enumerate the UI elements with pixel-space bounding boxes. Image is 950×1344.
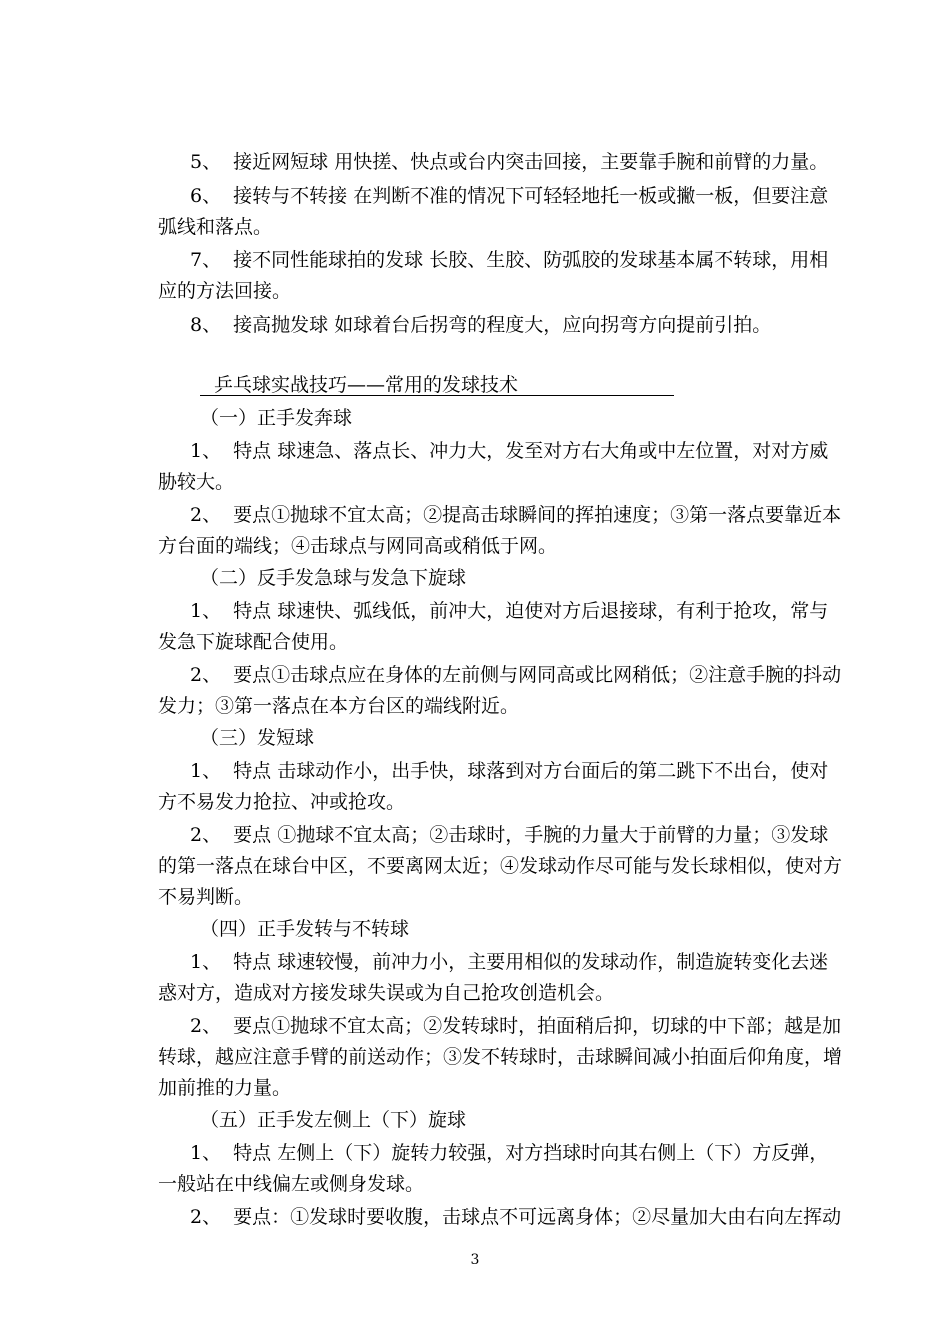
paragraph: 2、 要点 ①抛球不宜太高；②击球时，手腕的力量大于前臂的力量；③发球 xyxy=(190,824,829,846)
paragraph: 2、 要点①抛球不宜太高；②提高击球瞬间的挥拍速度；③第一落点要靠近本 xyxy=(190,504,842,526)
subsection-heading: （一）正手发奔球 xyxy=(200,407,353,429)
paragraph: 2、 要点①击球点应在身体的左前侧与网同高或比网稍低；②注意手腕的抖动 xyxy=(190,664,842,686)
paragraph-continuation: 转球，越应注意手臂的前送动作；③发不转球时，击球瞬间减小拍面后仰角度，增 xyxy=(158,1046,843,1068)
paragraph: 1、 特点 球速较慢，前冲力小，主要用相似的发球动作，制造旋转变化去迷 xyxy=(190,951,829,973)
paragraph: 5、 接近网短球 用快搓、快点或台内突击回接，主要靠手腕和前臂的力量。 xyxy=(190,151,829,173)
paragraph: 6、 接转与不转接 在判断不准的情况下可轻轻地托一板或撇一板，但要注意 xyxy=(190,185,829,207)
paragraph: 7、 接不同性能球拍的发球 长胶、生胶、防弧胶的发球基本属不转球，用相 xyxy=(190,249,829,271)
paragraph: 2、 要点①抛球不宜太高；②发转球时，拍面稍后抑，切球的中下部；越是加 xyxy=(190,1015,842,1037)
paragraph-continuation: 弧线和落点。 xyxy=(158,216,273,238)
subsection-heading: （二）反手发急球与发急下旋球 xyxy=(200,567,467,589)
paragraph-continuation: 方台面的端线；④击球点与网同高或稍低于网。 xyxy=(158,535,558,557)
subsection-heading: （五）正手发左侧上（下）旋球 xyxy=(200,1109,467,1131)
paragraph-continuation: 一般站在中线偏左或侧身发球。 xyxy=(158,1173,425,1195)
paragraph: 2、 要点：①发球时要收腹，击球点不可远离身体；②尽量加大由右向左挥动 xyxy=(190,1206,842,1228)
paragraph-continuation: 的第一落点在球台中区，不要离网太近；④发球动作尽可能与发长球相似，使对方 xyxy=(158,855,843,877)
subsection-heading: （三）发短球 xyxy=(200,727,315,749)
paragraph-continuation: 应的方法回接。 xyxy=(158,280,292,302)
paragraph-continuation: 不易判断。 xyxy=(158,886,254,908)
paragraph-continuation: 方不易发力抢拉、冲或抢攻。 xyxy=(158,791,406,813)
paragraph: 1、 特点 球速急、落点长、冲力大，发至对方右大角或中左位置，对对方威 xyxy=(190,440,829,462)
paragraph-continuation: 胁较大。 xyxy=(158,471,235,493)
paragraph-continuation: 惑对方，造成对方接发球失误或为自己抢攻创造机会。 xyxy=(158,982,615,1004)
paragraph-continuation: 发力；③第一落点在本方台区的端线附近。 xyxy=(158,695,520,717)
paragraph: 1、 特点 球速快、弧线低，前冲大，迫使对方后退接球，有利于抢攻，常与 xyxy=(190,600,829,622)
paragraph: 1、 特点 左侧上（下）旋转力较强，对方挡球时向其右侧上（下）方反弹， xyxy=(190,1142,829,1164)
subsection-heading: （四）正手发转与不转球 xyxy=(200,918,410,940)
page-number: 3 xyxy=(470,1252,480,1268)
paragraph-continuation: 发急下旋球配合使用。 xyxy=(158,631,349,653)
paragraph: 1、 特点 击球动作小，出手快，球落到对方台面后的第二跳下不出台，使对 xyxy=(190,760,829,782)
paragraph-continuation: 加前推的力量。 xyxy=(158,1077,292,1099)
paragraph: 8、 接高抛发球 如球着台后拐弯的程度大，应向拐弯方向提前引拍。 xyxy=(190,314,772,336)
section-title: 乒乓球实战技巧——常用的发球技术 xyxy=(200,374,674,396)
